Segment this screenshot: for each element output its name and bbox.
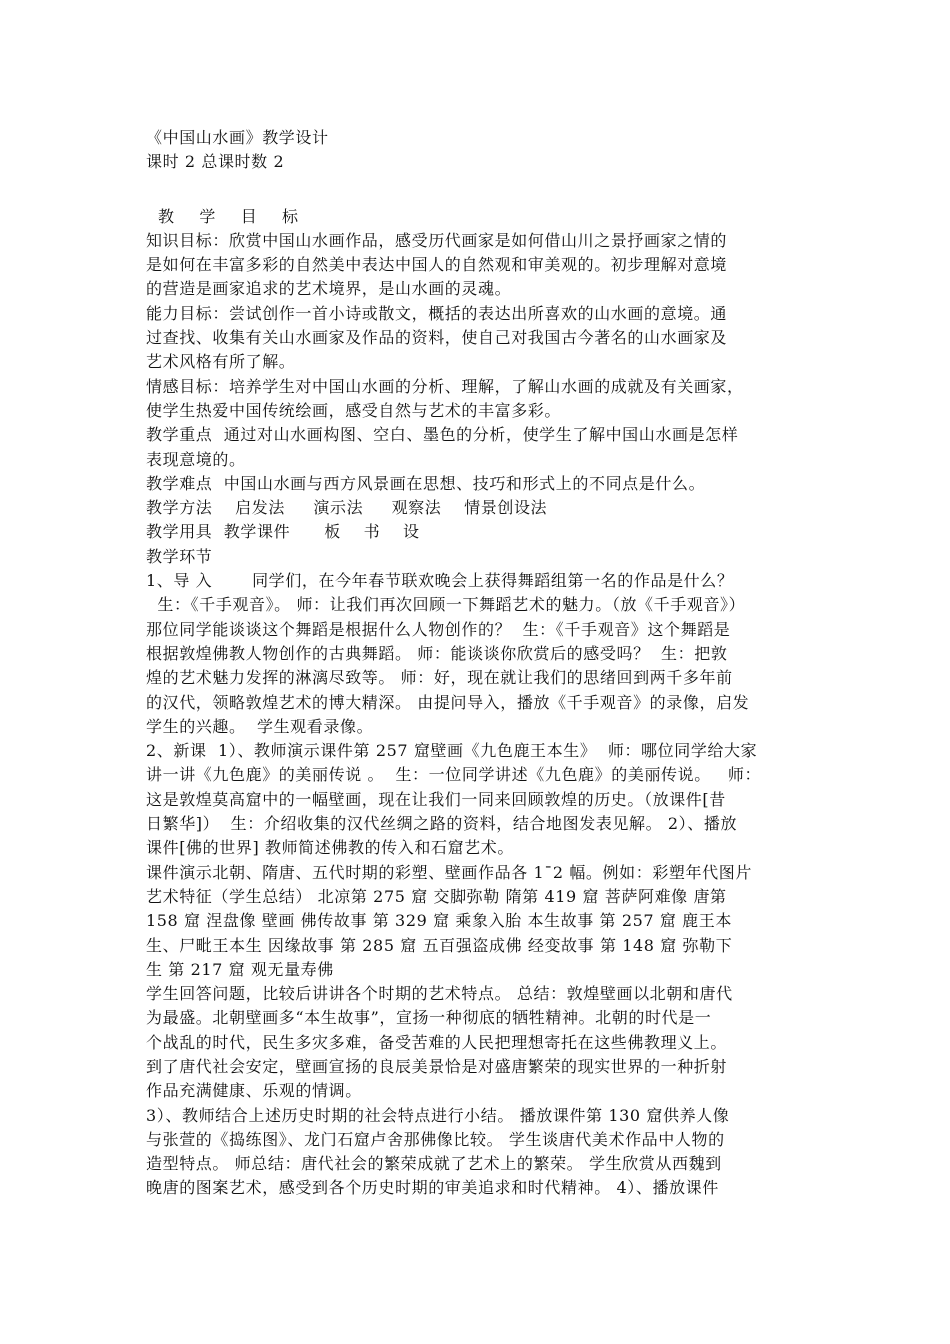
text-line: 158 窟 涅盘像 壁画 佛传故事 第 329 窟 乘象入胎 本生故事 第 257 窟 鹿王本	[146, 911, 732, 931]
document-title: 《中国山水画》教学设计	[146, 128, 329, 147]
blank-line	[146, 175, 814, 205]
text-line: 的汉代，领略敦煌艺术的博大精深。 由提问导入，播放《千手观音》的录像，启发	[146, 692, 750, 712]
text-line: 教学用具 教学课件 板 书 设	[146, 522, 420, 542]
text-line: 生：《千手观音》。 师：让我们再次回顾一下舞蹈艺术的魅力。（放《千手观音》）	[146, 595, 746, 615]
text-line: 与张萱的《捣练图》、龙门石窟卢舍那佛像比较。 学生谈唐代美术作品中人物的	[146, 1129, 725, 1149]
text-line: 到了唐代社会安定，壁画宣扬的良辰美景恰是对盛唐繁荣的现实世界的一种折射	[146, 1056, 728, 1076]
text-line: 2、新课 1）、教师演示课件第 257 窟壁画《九色鹿王本生》 师：哪位同学给大家	[146, 741, 758, 761]
text-line: 教学方法 启发法 演示法 观察法 情景创设法	[146, 498, 548, 518]
objectives-heading: 教 学 目 标	[158, 206, 300, 226]
text-line: 学生的兴趣。 学生观看录像。	[146, 716, 374, 736]
text-line: 煌的艺术魅力发挥的淋漓尽致等。 师：好，现在就让我们的思绪回到两千多年前	[146, 668, 733, 688]
text-line: 生 第 217 窟 观无量寿佛	[146, 959, 334, 979]
text-line: 教学环节	[146, 546, 213, 566]
text-line: 艺术风格有所了解。	[146, 352, 296, 372]
text-line: 作品充满健康、乐观的情调。	[146, 1081, 362, 1101]
text-line: 学生回答问题，比较后讲讲各个时期的艺术特点。 总结：敦煌壁画以北朝和唐代	[146, 984, 733, 1004]
text-line: 1、导 入 同学们，在今年春节联欢晚会上获得舞蹈组第一名的作品是什么？	[146, 571, 734, 591]
text-line: 造型特点。 师总结：唐代社会的繁荣成就了艺术上的繁荣。 学生欣赏从西魏到	[146, 1154, 722, 1174]
text-line: 表现意境的。	[146, 449, 246, 469]
text-line: 知识目标：欣赏中国山水画作品，感受历代画家是如何借山川之景抒画家之情的	[146, 230, 728, 250]
text-line: 晚唐的图案艺术，感受到各个历史时期的审美追求和时代精神。 4）、播放课件	[146, 1178, 719, 1198]
text-line: 课件演示北朝、隋唐、五代时期的彩塑、壁画作品各 1¯2 幅。例如：彩塑年代图片	[146, 862, 752, 882]
text-line: 这是敦煌莫高窟中的一幅壁画，现在让我们一同来回顾敦煌的历史。（放课件[昔	[146, 789, 726, 809]
document-page	[146, 126, 814, 1201]
text-line: 过查找、收集有关山水画家及作品的资料，使自己对我国古今著名的山水画家及	[146, 328, 728, 348]
text-line: 那位同学能谈谈这个舞蹈是根据什么人物创作的？ 生：《千手观音》这个舞蹈是	[146, 619, 731, 639]
text-line: 个战乱的时代，民生多灾多难，备受苦难的人民把理想寄托在这些佛教理义上。	[146, 1032, 728, 1052]
text-line: 生、尸毗王本生 因缘故事 第 285 窟 五百强盗成佛 经变故事 第 148 窟 弥勒下	[146, 935, 733, 955]
text-line: 艺术特征（学生总结） 北凉第 275 窟 交脚弥勒 隋第 419 窟 菩萨阿难像 唐第	[146, 886, 727, 906]
text-line: 课件[佛的世界] 教师简述佛教的传入和石窟艺术。	[146, 838, 514, 858]
text-line: 能力目标：尝试创作一首小诗或散文，概括的表达出所喜欢的山水画的意境。通	[146, 303, 728, 323]
text-line: 根据敦煌佛教人物创作的古典舞蹈。 师：能谈谈你欣赏后的感受吗？ 生：把敦	[146, 643, 728, 663]
text-line: 是如何在丰富多彩的自然美中表达中国人的自然观和审美观的。初步理解对意境	[146, 255, 728, 275]
text-line: 使学生热爱中国传统绘画，感受自然与艺术的丰富多彩。	[146, 400, 562, 420]
text-line: 为最盛。北朝壁画多“本生故事”，宣扬一种彻底的牺牲精神。北朝的时代是一	[146, 1008, 712, 1028]
text-line: 情感目标：培养学生对中国山水画的分析、理解，了解山水画的成就及有关画家，	[146, 376, 744, 396]
text-line: 3）、教师结合上述历史时期的社会特点进行小结。 播放课件第 130 窟供养人像	[146, 1105, 730, 1125]
text-line: 日繁华]） 生：介绍收集的汉代丝绸之路的资料，结合地图发表见解。 2）、播放	[146, 814, 738, 834]
text-line: 的营造是画家追求的艺术境界，是山水画的灵魂。	[146, 279, 512, 299]
lesson-info: 课时 2 总课时数 2	[146, 152, 285, 172]
text-line: 讲一讲《九色鹿》的美丽传说 。 生：一位同学讲述《九色鹿》的美丽传说。 师：	[146, 765, 762, 785]
text-line: 教学难点 中国山水画与西方风景画在思想、技巧和形式上的不同点是什么。	[146, 473, 706, 493]
text-line: 教学重点 通过对山水画构图、空白、墨色的分析，使学生了解中国山水画是怎样	[146, 425, 739, 445]
